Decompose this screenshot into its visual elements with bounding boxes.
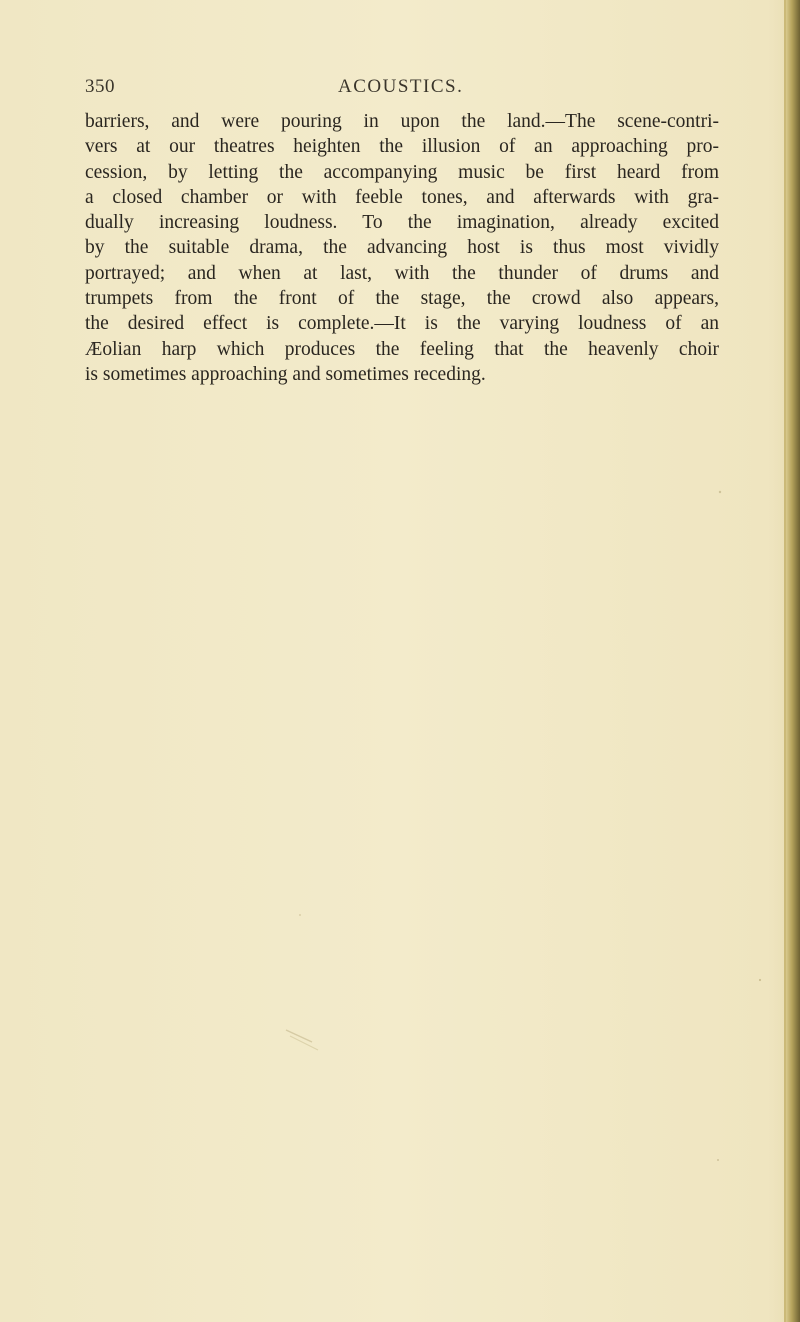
text-line: dually increasing loudness. To the imagination, already excited xyxy=(85,212,719,234)
running-title: ACOUSTICS. xyxy=(338,76,464,97)
page-number: 350 xyxy=(85,76,115,97)
text-line: Æolian harp which produces the feeling that the heavenly choir xyxy=(85,338,719,360)
text-line: a closed chamber or with feeble tones, and afterwards with gra- xyxy=(85,186,719,208)
text-line: trumpets from the front of the stage, the crowd also appears, xyxy=(85,288,719,310)
text-line: by the suitable drama, the advancing host is thus most vividly xyxy=(85,237,719,259)
text-line: is sometimes approaching and sometimes receding. xyxy=(85,363,486,385)
text-line: cession, by letting the accompanying music be first heard from xyxy=(85,161,719,183)
text-line: vers at our theatres heighten the illusion of an approaching pro- xyxy=(85,136,719,158)
text-line: barriers, and were pouring in upon the land.—The scene-contri- xyxy=(85,111,719,132)
book-spine-edge xyxy=(786,0,800,1322)
text-line: portrayed; and when at last, with the thunder of drums and xyxy=(85,262,719,284)
text-line: the desired effect is complete.—It is the varying loudness of an xyxy=(85,313,719,335)
